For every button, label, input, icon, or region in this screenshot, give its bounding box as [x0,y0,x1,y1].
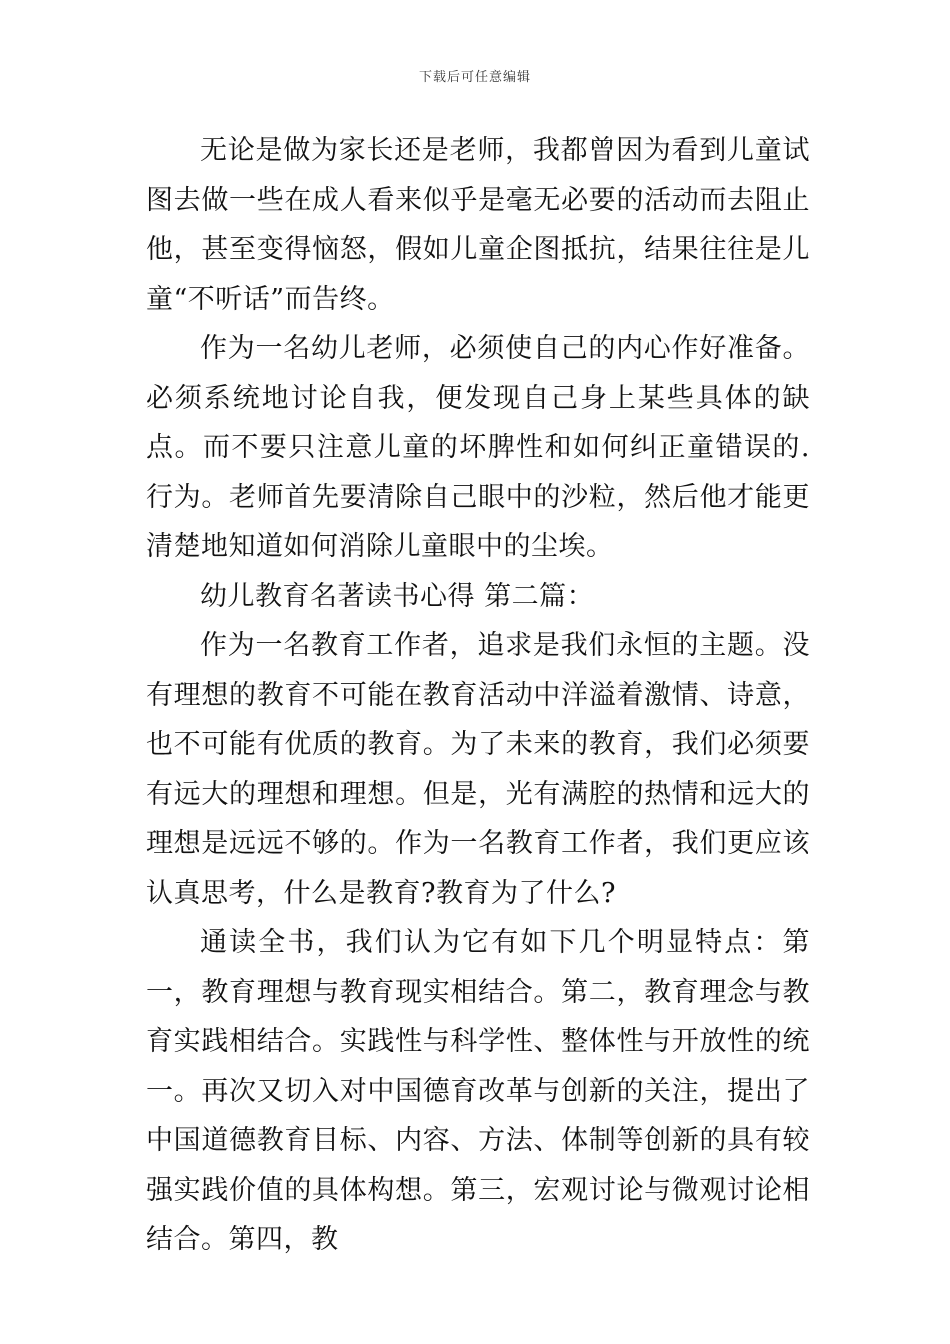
paragraph-3: 作为一名教育工作者，追求是我们永恒的主题。没有理想的教育不可能在教育活动中洋溢着激情、诗意，也不可能有优质的教育。为了未来的教育，我们必须要有远大的理想和理想。但是，光有满腔的热情和远大的理想是远远不够的。作为一名教育工作者，我们更应该认真思考，什么是教育?教育为了什么? [146,630,810,909]
paragraph-1: 无论是做为家长还是老师，我都曾因为看到儿童试图去做一些在成人看来似乎是毫无必要的活动而去阻止他，甚至变得恼怒，假如儿童企图抵抗，结果往往是儿童“不听话”而告终。 [146,135,810,315]
page-header: 下载后可任意编辑 [418,70,531,85]
paragraph-2: 作为一名幼儿老师，必须使自己的内心作好准备。必须系统地讨论自我，便发现自己身上某些具体的缺点。而不要只注意儿童的坏脾性和如何纠正童错误的.行为。老师首先要清除自己眼中的沙粒，然后他才能更清楚地知道如何消除儿童眼中的尘埃。 [146,333,810,562]
document-body [146,126,810,1265]
section-heading: 幼儿教育名著读书心得 第二篇： [200,580,595,612]
paragraph-4: 通读全书，我们认为它有如下几个明显特点：第一，教育理想与教育现实相结合。第二，教育理念与教育实践相结合。实践性与科学性、整体性与开放性的统一。再次又切入对中国德育改革与创新的关注，提出了中国道德教育目标、内容、方法、体制等创新的具有较强实践价值的具体构想。第三，宏观讨论与微观讨论相结合。第四，教 [146,927,810,1255]
